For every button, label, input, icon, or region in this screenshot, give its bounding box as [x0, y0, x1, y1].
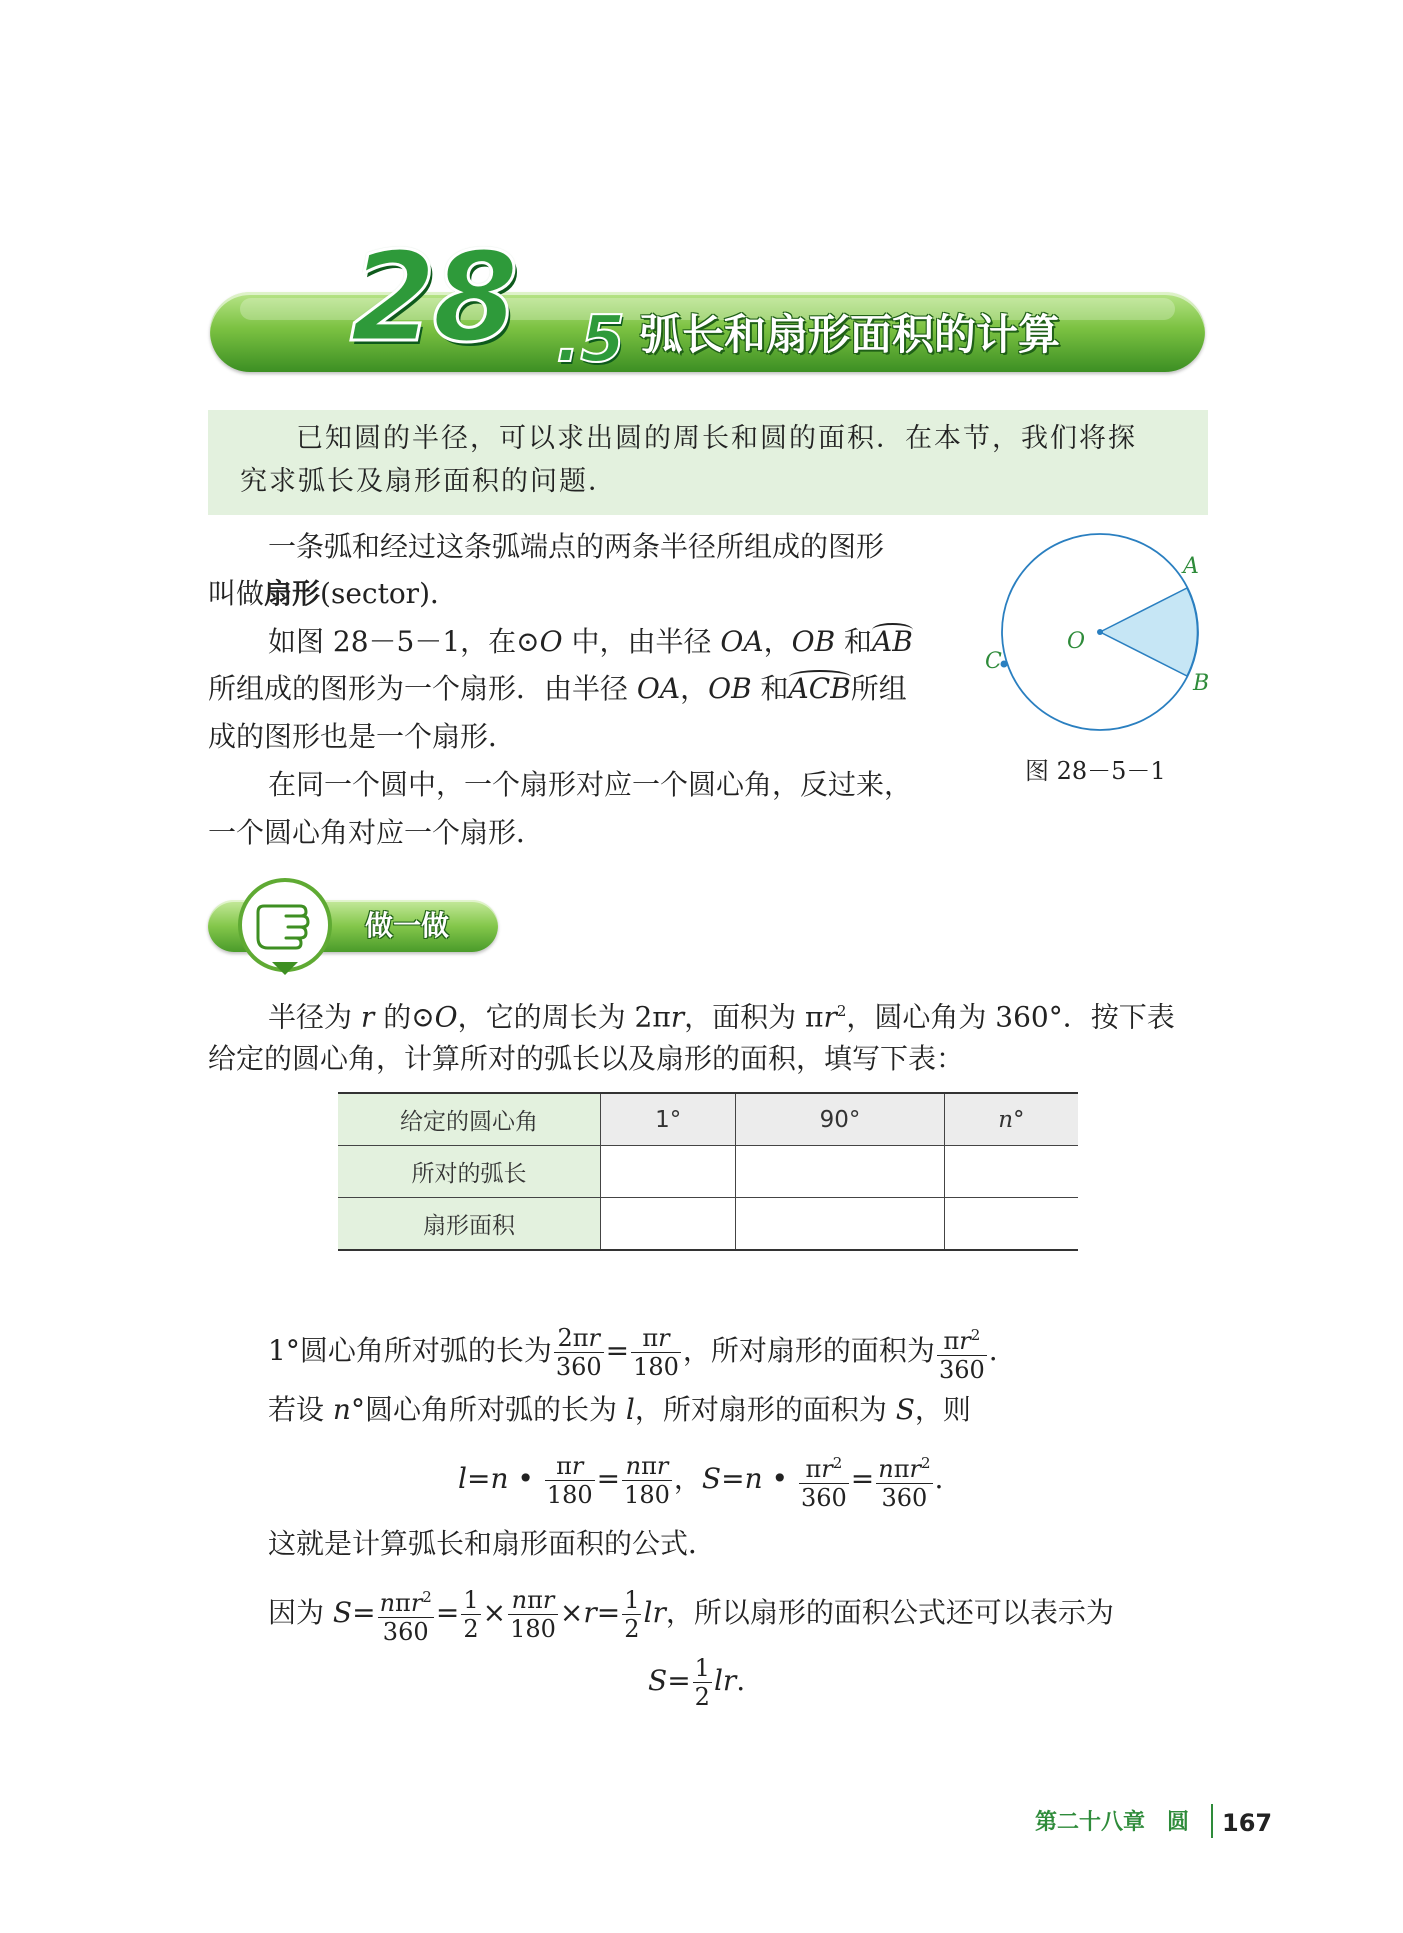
fill-in-table	[338, 1092, 1078, 1251]
activity-label: 做一做	[365, 909, 450, 942]
body-line: 如图 28－5－1，在⊙O 中，由半径 OA，OB 和AB	[268, 619, 913, 665]
table-cell	[944, 1146, 1078, 1198]
table-cell	[601, 1146, 736, 1198]
body-line: 所组成的图形为一个扇形．由半径 OA，OB 和ACB所组	[208, 666, 907, 712]
activity-line-1: 半径为 r 的⊙O，它的周长为 2πr，面积为 $\pi r^2$，圆心角为 360°．按下表	[268, 1000, 1175, 1034]
chapter-footer: 第二十八章 圆	[1035, 1810, 1190, 1835]
formula-line-2: 若设 n°圆心角所对弧的长为 l，所对扇形的面积为 S，则	[268, 1393, 971, 1426]
formula-line-6: S= $\frac{1}{2}$ lr.	[648, 1654, 746, 1711]
label-A: A	[1183, 554, 1199, 579]
body-line: 叫做扇形(sector)．	[208, 577, 458, 610]
label-O: O	[1067, 629, 1086, 654]
arc-ACB: ACB	[789, 666, 851, 712]
sector-shape	[1100, 588, 1197, 676]
activity-line-2: 给定的圆心角，计算所对的弧长以及扇形的面积，填写下表：	[208, 1042, 965, 1075]
body-line: 在同一个圆中，一个扇形对应一个圆心角，反过来，	[268, 768, 913, 801]
figure-caption: 图 28－5－1	[1025, 757, 1166, 785]
center-point	[1097, 629, 1103, 635]
hand-pointing-icon	[242, 882, 328, 968]
table-cell	[736, 1146, 944, 1198]
body-line: 成的图形也是一个扇形．	[208, 720, 517, 753]
section-number: 28	[350, 226, 515, 370]
intro-line-1: 已知圆的半径，可以求出圆的周长和圆的面积．在本节，我们将探	[296, 423, 1137, 454]
sector-figure	[985, 528, 1215, 738]
body-line: 一个圆心角对应一个扇形．	[208, 816, 545, 849]
table-cell	[944, 1198, 1078, 1251]
section-subnumber: .5	[556, 303, 625, 377]
table-row	[338, 1198, 1078, 1251]
table-row-label: 所对的弧长	[338, 1146, 601, 1198]
formula-line-1: 1°圆心角所对弧的长为 $\frac{2\pi r}{360}$ = $\frac{\pi r}{180}$ ，所对扇形的面积为 $\frac{\pi r^2}{360}$ .	[268, 1318, 998, 1384]
formula-line-3: l=n • $\frac{\pi r}{180}$ = $\frac{\text{nπr}}{180}$ ，S=n • $\frac{\pi r^2}{360}$ = $\frac{n\pi r^2}{360}$ .	[458, 1446, 943, 1512]
table-row-label: 扇形面积	[338, 1198, 601, 1251]
label-C: C	[985, 649, 1002, 674]
table-row	[338, 1146, 1078, 1198]
intro-line-2: 究求弧长及扇形面积的问题．	[240, 466, 617, 497]
table-header-cell: 给定的圆心角	[338, 1093, 601, 1146]
formula-line-5: 因为 S= $\frac{n\pi r^2}{360}$ = $\frac{1}{2}$ × $\frac{\text{nπr}}{180}$ ×r= $\frac{1}{2}$ lr，所以扇形的面积公式还可以表示为	[268, 1580, 1114, 1646]
table-cell	[736, 1198, 944, 1251]
arc-AB: AB	[872, 619, 913, 665]
table-cell	[601, 1198, 736, 1251]
table-header-cell: n°	[944, 1093, 1078, 1146]
formula-line-4: 这就是计算弧长和扇形面积的公式．	[268, 1527, 717, 1560]
page-number: 167	[1222, 1809, 1273, 1837]
section-title: 弧长和扇形面积的计算	[640, 310, 1061, 359]
table-header-cell: 1°	[601, 1093, 736, 1146]
label-B: B	[1193, 671, 1210, 696]
term-sector: 扇形	[264, 577, 321, 610]
activity-icon-circle	[238, 878, 332, 972]
activity-pointer	[272, 962, 298, 975]
table-header-row	[338, 1093, 1078, 1146]
table-header-cell: 90°	[736, 1093, 944, 1146]
body-line: 一条弧和经过这条弧端点的两条半径所组成的图形	[268, 530, 885, 563]
footer-divider	[1211, 1804, 1213, 1838]
